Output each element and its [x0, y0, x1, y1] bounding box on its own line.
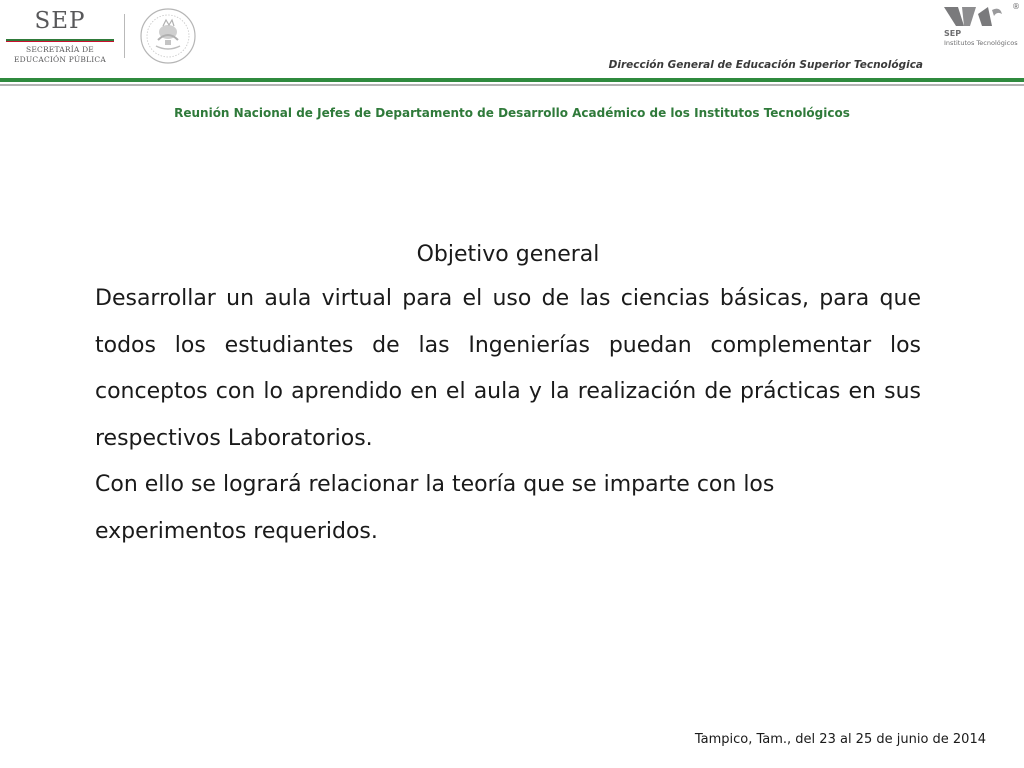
tecnologicos-logo-name: Institutos Tecnológicos [944, 39, 1018, 47]
objective-conclusion: Con ello se logrará relacionar la teoría que se imparte con los experimentos requeridos. [95, 472, 775, 544]
directorate-title: Dirección General de Educación Superior Tecnológica [608, 59, 923, 71]
sep-logo-line1: SECRETARÍA DE [26, 45, 94, 54]
footer-place-date: Tampico, Tam., del 23 al 25 de junio de 2014 [694, 732, 986, 747]
national-seal-icon [136, 6, 200, 66]
tecnologicos-logo [938, 2, 1022, 52]
objective-title: Objetivo general [416, 242, 600, 267]
sep-logo-line2: EDUCACIÓN PÚBLICA [13, 55, 106, 64]
sep-logo-word: SEP [34, 8, 86, 34]
logo-divider [124, 14, 125, 58]
header-rule-gray [0, 84, 1024, 86]
registered-mark: ® [1012, 2, 1020, 11]
meeting-title: Reunión Nacional de Jefes de Departamento de Desarrollo Académico de los Institutos Tecnológicos [174, 106, 850, 120]
sep-logo [4, 8, 116, 62]
objective-paragraph: Desarrollar un aula virtual para el uso de las ciencias básicas, para que todos los estudiantes de las Ingenierías puedan complementar los conceptos con lo aprendido en el aula y la realización de prácticas en sus respectivos Laboratorios. [95, 286, 921, 451]
tecnologicos-emblem-icon [942, 4, 1004, 30]
sep-logo-rule-red [6, 41, 114, 42]
tecnologicos-logo-sep: SEP [944, 29, 962, 38]
header-rule-green [0, 78, 1024, 82]
